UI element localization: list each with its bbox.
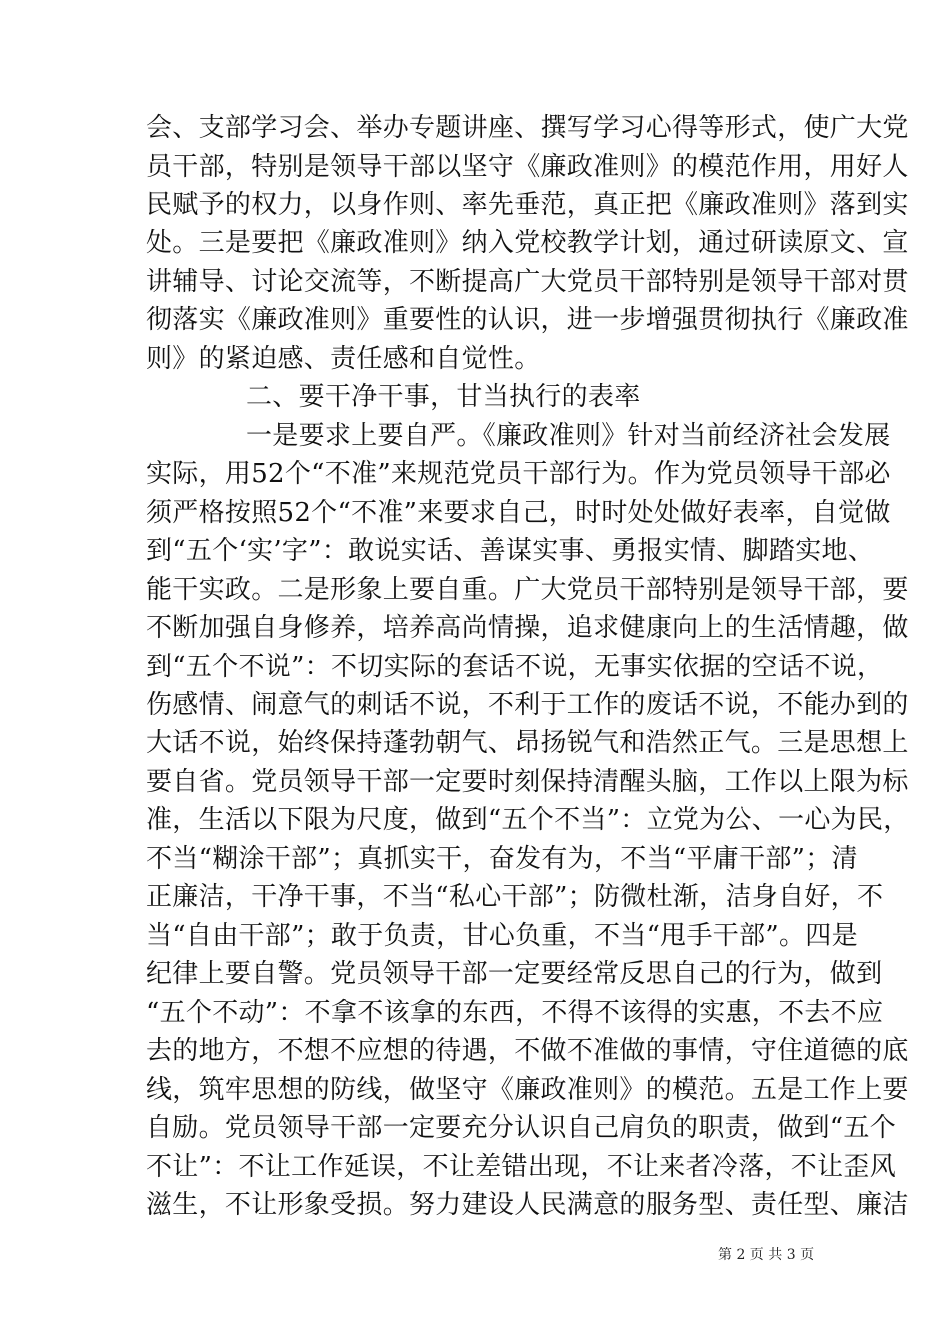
text-line: 纪律上要自警。党员领导干部一定要经常反思自己的行为，做到 [146, 959, 883, 990]
text-line: “五个不动”：不拿不该拿的东西，不得不该得的实惠，不去不应 [146, 997, 884, 1028]
text-line: 到“五个‘实’字”：敢说实话、善谋实事、勇报实情、脚踏实地、 [146, 536, 875, 567]
text-line: 须严格按照52个“不准”来要求自己，时时处处做好表率，自觉做 [146, 497, 891, 528]
text-line: 当“自由干部”；敢于负责，甘心负重，不当“甩手干部”。四是 [146, 920, 858, 951]
section-heading: 二、要干净干事，甘当执行的表率 [246, 382, 641, 413]
text-line: 去的地方，不想不应想的待遇，不做不准做的事情，守住道德的底 [146, 1036, 909, 1067]
text-line: 讲辅导、讨论交流等，不断提高广大党员干部特别是领导干部对贯 [146, 266, 909, 297]
text-line: 到“五个不说”：不切实际的套话不说，无事实依据的空话不说， [146, 651, 884, 682]
text-line: 准，生活以下限为尺度，做到“五个不当”：立党为公、一心为民， [146, 805, 910, 836]
text-line: 不断加强自身修养，培养高尚情操，追求健康向上的生活情趣，做 [146, 613, 909, 643]
text-line: 正廉洁，干净干事，不当“私心干部”；防微杜渐，洁身自好，不 [146, 882, 884, 913]
text-line: 实际，用52个“不准”来规范党员干部行为。作为党员领导干部必 [146, 459, 891, 490]
text-line: 滋生，不让形象受损。努力建设人民满意的服务型、责任型、廉洁 [146, 1190, 909, 1220]
paragraph-start: 一是要求上要自严。《廉政准则》针对当前经济社会发展 [246, 420, 891, 451]
text-line: 会、支部学习会、举办专题讲座、撰写学习心得等形式，使广大党 [146, 113, 909, 143]
text-line: 伤感情、闹意气的刺话不说，不利于工作的废话不说，不能办到的 [146, 690, 909, 720]
text-line: 大话不说，始终保持蓬勃朝气、昂扬锐气和浩然正气。三是思想上 [146, 728, 909, 759]
text-line: 处。三是要把《廉政准则》纳入党校教学计划，通过研读原文、宣 [146, 228, 909, 259]
text-line: 要自省。党员领导干部一定要时刻保持清醒头脑，工作以上限为标 [146, 766, 909, 797]
text-line: 不让”：不让工作延误，不让差错出现，不让来者冷落，不让歪风 [146, 1151, 896, 1182]
text-line: 能干实政。二是形象上要自重。广大党员干部特别是领导干部，要 [146, 574, 909, 605]
text-line: 则》的紧迫感、责任感和自觉性。 [146, 343, 541, 374]
page-number: 第 2 页 共 3 页 [718, 1247, 815, 1263]
text-line: 员干部，特别是领导干部以坚守《廉政准则》的模范作用，用好人 [146, 151, 909, 182]
text-line: 线，筑牢思想的防线，做坚守《廉政准则》的模范。五是工作上要 [146, 1074, 909, 1105]
text-line: 自励。党员领导干部一定要充分认识自己肩负的职责，做到“五个 [146, 1113, 896, 1144]
text-line: 彻落实《廉政准则》重要性的认识，进一步增强贯彻执行《廉政准 [146, 305, 909, 336]
text-line: 民赋予的权力，以身作则、率先垂范，真正把《廉政准则》落到实 [146, 189, 909, 220]
text-line: 不当“糊涂干部”；真抓实干，奋发有为，不当“平庸干部”；清 [146, 843, 858, 874]
